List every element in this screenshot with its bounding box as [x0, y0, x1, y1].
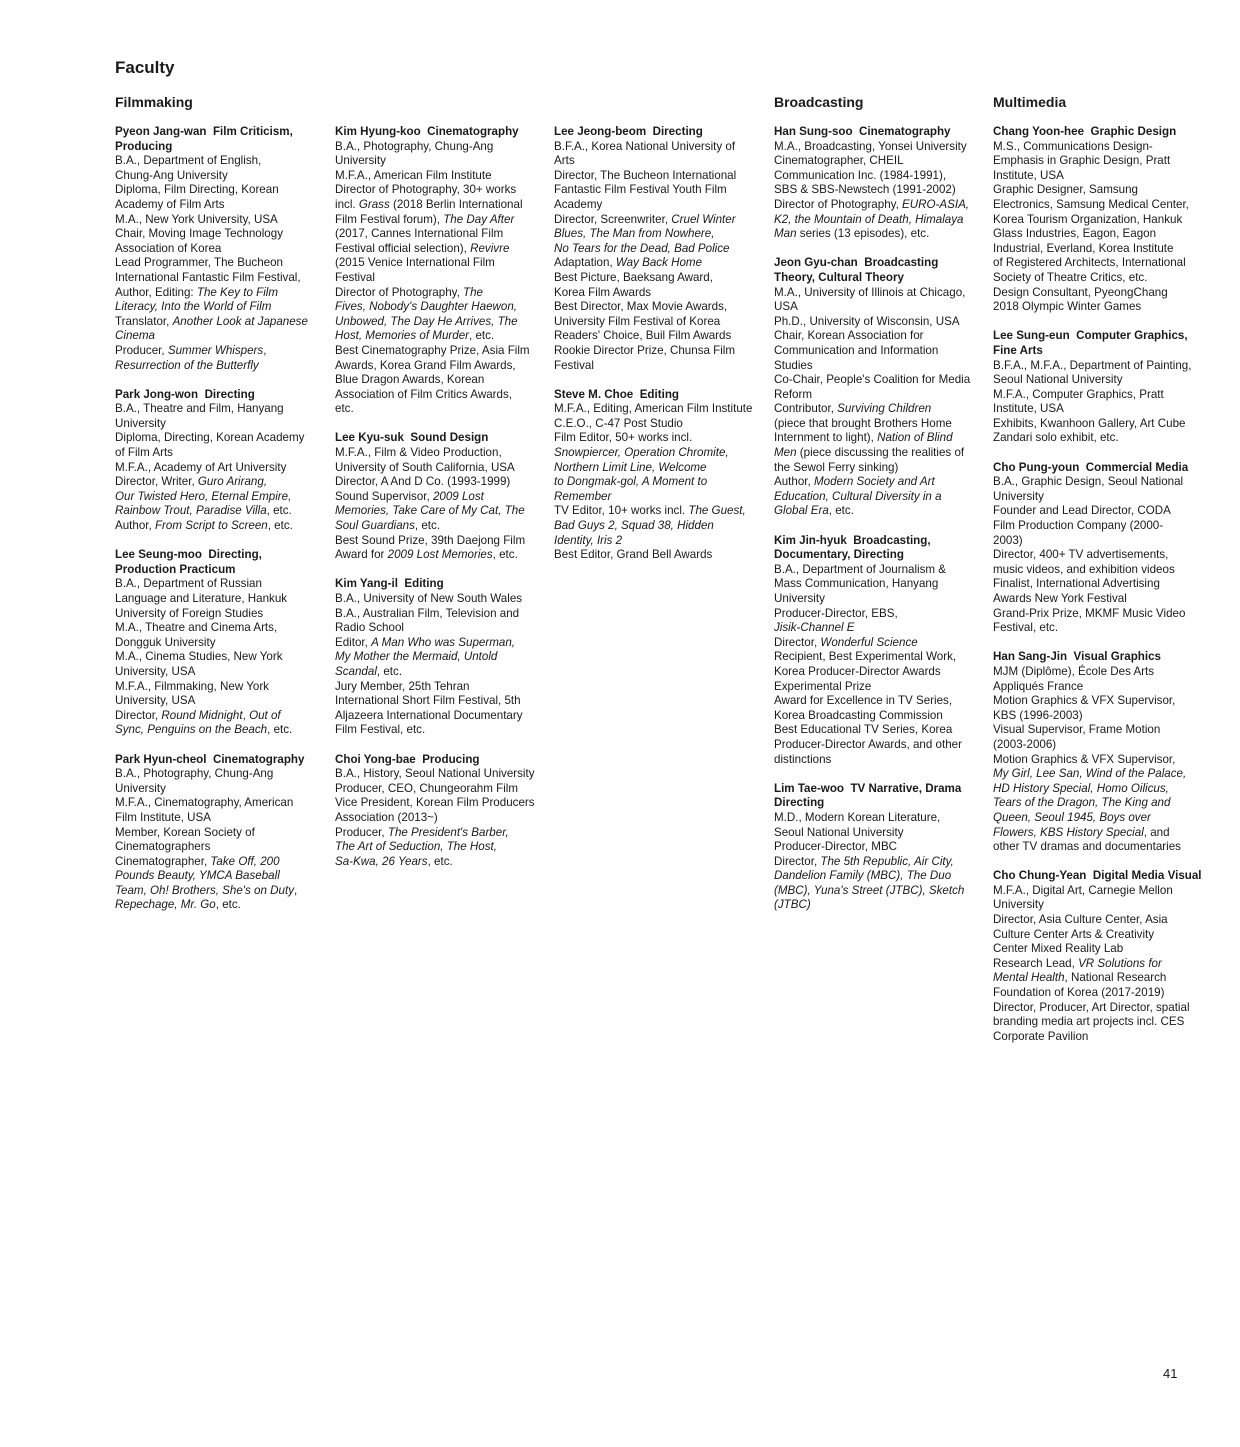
faculty-detail-line: Team, Oh! Brothers, She's on Duty,	[115, 883, 298, 897]
faculty-detail-line: No Tears for the Dead, Bad Police	[554, 241, 730, 255]
faculty-detail-line: B.A., Graphic Design, Seoul National	[993, 475, 1184, 489]
faculty-detail-line: B.F.A., M.F.A., Department of Painting,	[993, 358, 1192, 372]
faculty-detail-line: M.F.A., Academy of Art University	[115, 460, 287, 474]
faculty-detail-line: Electronics, Samsung Medical Center,	[993, 197, 1189, 211]
faculty-detail-line: (2017, Cannes International Film	[335, 227, 504, 241]
faculty-name: Park Hyun-cheol	[115, 752, 207, 766]
faculty-detail-line: Soul Guardians, etc.	[335, 519, 441, 533]
faculty-detail-line: Director, The Bucheon International	[554, 168, 737, 182]
faculty-detail-line: Film Editor, 50+ works incl.	[554, 431, 693, 445]
faculty-role: Directing	[204, 387, 255, 401]
faculty-detail-line: University	[993, 489, 1044, 503]
faculty-detail-line: Sync, Penguins on the Beach, etc.	[115, 723, 293, 737]
faculty-header	[554, 125, 759, 140]
faculty-detail-line: Diploma, Directing, Korean Academy	[115, 431, 305, 445]
faculty-detail-line: Culture Center Arts & Creativity	[993, 927, 1155, 941]
faculty-detail-line: Pounds Beauty, YMCA Baseball	[115, 869, 280, 883]
faculty-detail-line: University	[774, 592, 825, 605]
faculty-role: TV Narrative, Drama Directing	[774, 781, 962, 810]
faculty-detail-line: Visual Supervisor, Frame Motion	[993, 723, 1161, 737]
faculty-column-1	[115, 125, 320, 928]
faculty-detail-line: Korea Film Awards	[554, 285, 652, 299]
faculty-detail-line: Diploma, Film Directing, Korean	[115, 183, 279, 197]
faculty-detail-line: Producer-Director Awards, and other	[774, 737, 962, 751]
faculty-detail-line: Readers' Choice, Buil Film Awards	[554, 329, 732, 343]
faculty-detail-line: My Mother the Mermaid, Untold	[335, 650, 498, 664]
faculty-header	[774, 534, 979, 563]
faculty-detail-line: Rainbow Trout, Paradise Villa, etc.	[115, 504, 292, 518]
faculty-detail-line: Recipient, Best Experimental Work,	[774, 650, 957, 664]
faculty-detail-line: Glass Industries, Eagon, Eagon	[993, 227, 1157, 241]
faculty-detail-line: B.A., Photography, Chung-Ang	[115, 767, 274, 781]
faculty-detail-line: Jisik-Channel E	[774, 621, 855, 635]
faculty-detail-line: University	[993, 898, 1044, 912]
faculty-detail-line: University	[115, 781, 166, 795]
faculty-role: Cinematography	[212, 752, 305, 766]
faculty-header	[774, 125, 979, 140]
faculty-role: Cinematography	[859, 125, 951, 138]
faculty-header	[993, 650, 1203, 665]
faculty-detail-line: Sound Supervisor, 2009 Lost	[335, 489, 484, 503]
faculty-header	[115, 388, 320, 403]
faculty-header	[115, 548, 320, 577]
faculty-entry	[993, 329, 1203, 446]
faculty-detail-line: 2018 Olympic Winter Games	[993, 300, 1142, 314]
faculty-detail-line: Cinematographers	[115, 840, 211, 854]
faculty-entry	[115, 388, 320, 534]
faculty-detail-line: Arts	[554, 154, 575, 168]
faculty-role: Computer Graphics, Fine Arts	[993, 329, 1188, 357]
faculty-detail-line: to Dongmak-gol, A Moment to	[554, 475, 708, 489]
faculty-detail-line: M.F.A., Digital Art, Carnegie Mellon	[993, 883, 1173, 897]
faculty-detail-line: Awards New York Festival	[993, 592, 1127, 605]
faculty-detail-line: Director, Asia Culture Center, Asia	[993, 913, 1168, 927]
faculty-detail-line: Founder and Lead Director, CODA	[993, 504, 1171, 518]
faculty-detail-line: Communication Inc. (1984-1991),	[774, 168, 947, 182]
faculty-detail-line: Motion Graphics & VFX Supervisor,	[993, 752, 1176, 766]
faculty-detail-line: Best Educational TV Series, Korea	[774, 723, 953, 737]
faculty-detail-line: B.A., University of New South Wales	[335, 592, 523, 605]
faculty-header	[993, 329, 1203, 358]
faculty-detail-line: Best Editor, Grand Bell Awards	[554, 548, 713, 562]
faculty-detail-line: M.A., Theatre and Cinema Arts,	[115, 621, 278, 635]
faculty-detail-line: Chair, Moving Image Technology	[115, 227, 283, 241]
faculty-detail-line: Director of Photography, EURO-ASIA,	[774, 197, 970, 211]
faculty-detail-line: Rookie Director Prize, Chunsa Film	[554, 343, 736, 357]
faculty-entry	[115, 548, 320, 738]
faculty-header	[774, 782, 979, 811]
faculty-detail-line: B.A., Department of English,	[115, 154, 262, 168]
faculty-detail-line: M.F.A., Computer Graphics, Pratt	[993, 387, 1164, 401]
faculty-detail-line: Grand-Prix Prize, MKMF Music Video	[993, 606, 1186, 620]
faculty-header	[774, 256, 979, 285]
faculty-role: Directing, Production Practicum	[115, 548, 262, 576]
faculty-detail-line: Director of Photography, The	[335, 285, 484, 299]
faculty-detail-line: Co-Chair, People's Coalition for Media	[774, 373, 971, 387]
faculty-detail-line: Director of Photography, 30+ works	[335, 183, 517, 197]
faculty-detail-line: Director, Wonderful Science	[774, 635, 918, 649]
faculty-detail-line: K2, the Mountain of Death, Himalaya	[774, 212, 964, 226]
faculty-detail-line: Author, Editing: The Key to Film	[115, 285, 279, 299]
faculty-detail-line: Director, Writer, Guro Arirang,	[115, 475, 268, 489]
faculty-detail-line: Association of Korea	[115, 241, 222, 255]
faculty-header	[335, 431, 540, 446]
faculty-detail-line: M.F.A., Filmmaking, New York	[115, 679, 269, 693]
faculty-detail-line: Editor, A Man Who was Superman,	[335, 635, 516, 649]
faculty-detail-line: Film Institute, USA	[115, 810, 211, 824]
faculty-detail-line: Experimental Prize	[774, 679, 872, 693]
faculty-role: Film Criticism, Producing	[115, 125, 293, 153]
faculty-name: Chang Yoon-hee	[993, 125, 1085, 138]
faculty-detail-line: Fives, Nobody's Daughter Haewon,	[335, 300, 518, 314]
faculty-entry	[115, 753, 320, 914]
faculty-detail-line: Mass Communication, Hanyang	[774, 577, 939, 591]
faculty-detail-line: Bad Guys 2, Squad 38, Hidden	[554, 519, 714, 533]
faculty-detail-line: Internment to light), Nation of Blind	[774, 431, 953, 445]
faculty-detail-line: B.F.A., Korea National University of	[554, 139, 736, 153]
faculty-detail-line: M.A., University of Illinois at Chicago,	[774, 285, 966, 299]
faculty-detail-line: M.F.A., Cinematography, American	[115, 796, 294, 810]
faculty-detail-line: Blues, The Man from Nowhere,	[554, 227, 715, 241]
faculty-detail-line: Design Consultant, PyeongChang	[993, 285, 1168, 299]
faculty-header	[554, 388, 759, 403]
faculty-detail-line: Repechage, Mr. Go, etc.	[115, 898, 241, 912]
faculty-detail-line: Adaptation, Way Back Home	[554, 256, 703, 270]
faculty-role: Broadcasting Theory, Cultural Theory	[774, 256, 939, 284]
faculty-detail-line: Chung-Ang University	[115, 168, 228, 182]
faculty-header	[115, 125, 320, 154]
faculty-detail-line: Director, Producer, Art Director, spatial	[993, 1000, 1190, 1014]
faculty-detail-line: B.A., Photography, Chung-Ang	[335, 139, 494, 153]
faculty-detail-line: My Girl, Lee San, Wind of the Palace,	[993, 767, 1187, 781]
faculty-detail-line: HD History Special, Homo Oilicus,	[993, 781, 1169, 795]
faculty-name: Kim Yang-il	[335, 577, 398, 591]
faculty-role: Broadcasting, Documentary, Directing	[774, 533, 931, 562]
faculty-detail-line: Cinema	[115, 329, 155, 343]
faculty-name: Kim Jin-hyuk	[774, 533, 847, 547]
faculty-detail-line: Identity, Iris 2	[554, 533, 623, 547]
faculty-detail-line: University Film Festival of Korea	[554, 314, 721, 328]
faculty-detail-line: MJM (Diplôme), École Des Arts	[993, 664, 1155, 678]
faculty-detail-line: branding media art projects incl. CES	[993, 1015, 1185, 1029]
faculty-column-3	[554, 125, 759, 577]
faculty-detail-line: The Art of Seduction, The Host,	[335, 840, 497, 854]
faculty-role: Visual Graphics	[1073, 650, 1161, 664]
faculty-detail-line: Film Festival forum), The Day After	[335, 212, 515, 226]
faculty-detail-line: SBS & SBS-Newstech (1991-2002)	[774, 183, 956, 197]
faculty-detail-line: University	[335, 154, 386, 168]
faculty-detail-line: Men (piece discussing the realities of	[774, 446, 965, 460]
faculty-detail-line: Producer, CEO, Chungeorahm Film	[335, 781, 518, 795]
faculty-detail-line: Producer, Summer Whispers,	[115, 343, 267, 357]
faculty-detail-line: 2003)	[993, 533, 1023, 547]
faculty-detail-line: International Short Film Festival, 5th	[335, 694, 521, 708]
faculty-detail-line: Fantastic Film Festival Youth Film	[554, 183, 727, 197]
faculty-detail-line: Producer-Director, EBS,	[774, 606, 898, 620]
page-title: Faculty	[115, 58, 175, 77]
faculty-detail-line: Finalist, International Advertising	[993, 577, 1160, 591]
faculty-detail-line: Education, Cultural Diversity in a	[774, 489, 942, 503]
faculty-detail-line: Best Cinematography Prize, Asia Film	[335, 343, 530, 357]
faculty-detail-line: Blue Dragon Awards, Korean	[335, 373, 485, 387]
faculty-detail-line: Cinematographer, Take Off, 200	[115, 854, 280, 868]
faculty-detail-line: M.F.A., Film & Video Production,	[335, 446, 502, 460]
faculty-detail-line: Director, The 5th Republic, Air City,	[774, 854, 954, 868]
faculty-role: Editing	[404, 577, 444, 591]
faculty-role: Producing	[422, 752, 480, 766]
faculty-entry	[335, 431, 540, 562]
faculty-role: Editing	[639, 387, 679, 401]
section-heading-filmmaking: Filmmaking	[115, 94, 193, 110]
faculty-detail-line: Best Director, Max Movie Awards,	[554, 300, 728, 314]
faculty-header	[993, 125, 1203, 140]
faculty-detail-line: Producer, The President's Barber,	[335, 825, 509, 839]
faculty-detail-line: M.A., Cinema Studies, New York	[115, 650, 283, 664]
faculty-detail-line: (2015 Venice International Film	[335, 256, 495, 270]
faculty-detail-line: Korea Tourism Organization, Hankuk	[993, 212, 1183, 226]
faculty-detail-line: Dongguk University	[115, 635, 216, 649]
faculty-detail-line: International Fantastic Film Festival,	[115, 270, 301, 284]
faculty-detail-line: Lead Programmer, The Bucheon	[115, 256, 283, 270]
faculty-role: Graphic Design	[1090, 125, 1177, 138]
faculty-detail-line: Festival official selection), Revivre	[335, 241, 510, 255]
faculty-detail-line: Studies	[774, 358, 813, 372]
faculty-detail-line: Resurrection of the Butterfly	[115, 358, 259, 372]
faculty-name: Steve M. Choe	[554, 387, 634, 401]
faculty-detail-line: Industrial, Everland, Korea Institute	[993, 241, 1174, 255]
faculty-detail-line: Association (2013~)	[335, 810, 438, 824]
faculty-detail-line: Scandal, etc.	[335, 664, 403, 678]
faculty-name: Cho Chung-Yean	[993, 869, 1087, 883]
faculty-detail-line: Festival, etc.	[993, 621, 1059, 635]
faculty-entry	[993, 125, 1203, 315]
faculty-name: Pyeon Jang-wan	[115, 125, 207, 138]
faculty-detail-line: M.S., Communications Design-	[993, 139, 1153, 153]
faculty-detail-line: Award for Excellence in TV Series,	[774, 694, 953, 708]
faculty-detail-line: Cinematographer, CHEIL	[774, 154, 904, 168]
faculty-detail-line: Man series (13 episodes), etc.	[774, 227, 930, 241]
faculty-column-4	[774, 125, 979, 928]
faculty-header	[335, 753, 540, 768]
faculty-detail-line: Chair, Korean Association for	[774, 329, 924, 343]
faculty-name: Kim Hyung-koo	[335, 125, 421, 138]
faculty-detail-line: B.A., Theatre and Film, Hanyang	[115, 402, 284, 416]
faculty-detail-line: University, USA	[115, 694, 196, 708]
faculty-entry	[335, 753, 540, 870]
faculty-detail-line: M.F.A., Editing, American Film Institute	[554, 402, 753, 416]
faculty-detail-line: Film Production Company (2000-	[993, 519, 1164, 533]
faculty-entry	[774, 125, 979, 242]
faculty-detail-line: Emphasis in Graphic Design, Pratt	[993, 154, 1171, 168]
faculty-detail-line: (piece that brought Brothers Home	[774, 416, 952, 430]
faculty-detail-line: University of Foreign Studies	[115, 606, 264, 620]
faculty-detail-line: Society of Theatre Critics, etc.	[993, 270, 1148, 284]
faculty-detail-line: Exhibits, Kwanhoon Gallery, Art Cube	[993, 416, 1186, 430]
faculty-name: Lim Tae-woo	[774, 781, 844, 795]
faculty-name: Lee Sung-eun	[993, 329, 1070, 343]
faculty-detail-line: Vice President, Korean Film Producers	[335, 796, 535, 810]
faculty-detail-line: incl. Grass (2018 Berlin International	[335, 197, 523, 211]
faculty-entry	[993, 461, 1203, 636]
faculty-detail-line: Flowers, KBS History Special, and	[993, 825, 1170, 839]
faculty-detail-line: Festival	[554, 358, 594, 372]
faculty-detail-line: Institute, USA	[993, 402, 1064, 416]
faculty-detail-line: Director, Screenwriter, Cruel Winter	[554, 212, 736, 226]
faculty-detail-line: Academy	[554, 197, 603, 211]
faculty-detail-line: USA	[774, 300, 798, 314]
faculty-detail-line: Film Festival, etc.	[335, 723, 426, 737]
faculty-detail-line: Radio School	[335, 621, 404, 635]
faculty-column-2	[335, 125, 540, 884]
faculty-detail-line: of Film Arts	[115, 446, 173, 460]
faculty-role: Digital Media Visual	[1092, 869, 1202, 883]
faculty-detail-line: Author, Modern Society and Art	[774, 475, 935, 489]
faculty-detail-line: C.E.O., C-47 Post Studio	[554, 416, 683, 430]
section-heading-broadcasting: Broadcasting	[774, 94, 864, 110]
faculty-detail-line: Aljazeera International Documentary	[335, 708, 523, 722]
faculty-detail-line: Mental Health, National Research	[993, 971, 1167, 985]
faculty-detail-line: Author, From Script to Screen, etc.	[115, 519, 293, 533]
faculty-detail-line: Unbowed, The Day He Arrives, The	[335, 314, 518, 328]
faculty-detail-line: (MBC), Yuna's Street (JTBC), Sketch	[774, 883, 965, 897]
faculty-detail-line: etc.	[335, 402, 354, 416]
faculty-detail-line: Seoul National University	[993, 373, 1123, 387]
faculty-detail-line: Director, 400+ TV advertisements,	[993, 548, 1169, 562]
faculty-entry	[335, 125, 540, 417]
faculty-name: Lee Seung-moo	[115, 548, 202, 562]
faculty-detail-line: University, USA	[115, 664, 196, 678]
faculty-detail-line: Literacy, Into the World of Film	[115, 300, 272, 314]
faculty-name: Cho Pung-youn	[993, 460, 1080, 474]
faculty-detail-line: of Registered Architects, International	[993, 256, 1186, 270]
faculty-detail-line: University of South California, USA	[335, 460, 515, 474]
faculty-detail-line: Seoul National University	[774, 825, 904, 839]
faculty-detail-line: University	[115, 416, 166, 430]
faculty-detail-line: Remember	[554, 489, 612, 503]
faculty-detail-line: Center Mixed Reality Lab	[993, 942, 1124, 956]
faculty-detail-line: Queen, Seoul 1945, Boys over	[993, 810, 1151, 824]
faculty-detail-line: M.F.A., American Film Institute	[335, 168, 492, 182]
faculty-name: Lee Jeong-beom	[554, 125, 647, 138]
faculty-header	[335, 125, 540, 140]
faculty-detail-line: B.A., Department of Journalism &	[774, 562, 947, 576]
faculty-header	[993, 461, 1203, 476]
faculty-detail-line: Foundation of Korea (2017-2019)	[993, 986, 1165, 1000]
faculty-entry	[993, 869, 1203, 1044]
faculty-role: Sound Design	[410, 431, 489, 445]
faculty-detail-line: Best Sound Prize, 39th Daejong Film	[335, 533, 526, 547]
faculty-name: Park Jong-won	[115, 387, 199, 401]
faculty-detail-line: Contributor, Surviving Children	[774, 402, 932, 416]
faculty-detail-line: Dandelion Family (MBC), The Duo	[774, 869, 952, 883]
faculty-entry	[774, 782, 979, 913]
faculty-detail-line: (2003-2006)	[993, 737, 1057, 751]
faculty-detail-line: Corporate Pavilion	[993, 1029, 1089, 1043]
faculty-detail-line: Festival	[335, 270, 375, 284]
faculty-header	[993, 869, 1203, 884]
faculty-detail-line: Host, Memories of Murder, etc.	[335, 329, 495, 343]
faculty-detail-line: B.A., Australian Film, Television and	[335, 606, 520, 620]
faculty-detail-line: Global Era, etc.	[774, 504, 854, 518]
faculty-detail-line: Communication and Information	[774, 343, 939, 357]
faculty-detail-line: Northern Limit Line, Welcome	[554, 460, 707, 474]
faculty-detail-line: Our Twisted Hero, Eternal Empire,	[115, 489, 292, 503]
faculty-entry	[993, 650, 1203, 854]
faculty-detail-line: B.A., Department of Russian	[115, 577, 262, 591]
faculty-detail-line: music videos, and exhibition videos	[993, 562, 1175, 576]
faculty-name: Jeon Gyu-chan	[774, 256, 858, 270]
faculty-detail-line: Awards, Korea Grand Film Awards,	[335, 358, 516, 372]
faculty-detail-line: Language and Literature, Hankuk	[115, 592, 288, 605]
faculty-detail-line: Ph.D., University of Wisconsin, USA	[774, 314, 960, 328]
faculty-detail-line: M.A., Broadcasting, Yonsei University	[774, 139, 967, 153]
faculty-detail-line: Motion Graphics & VFX Supervisor,	[993, 694, 1176, 708]
faculty-entry	[774, 534, 979, 768]
faculty-detail-line: Korea Producer-Director Awards	[774, 664, 941, 678]
faculty-detail-line: Institute, USA	[993, 168, 1064, 182]
faculty-detail-line: Best Picture, Baeksang Award,	[554, 270, 713, 284]
faculty-detail-line: Award for 2009 Lost Memories, etc.	[335, 548, 518, 562]
faculty-detail-line: KBS (1996-2003)	[993, 708, 1083, 722]
section-heading-multimedia: Multimedia	[993, 94, 1067, 110]
faculty-detail-line: Tears of the Dragon, The King and	[993, 796, 1171, 810]
faculty-column-5	[993, 125, 1203, 1059]
faculty-name: Lee Kyu-suk	[335, 431, 404, 445]
faculty-detail-line: Graphic Designer, Samsung	[993, 183, 1138, 197]
faculty-detail-line: Director, A And D Co. (1993-1999)	[335, 475, 511, 489]
faculty-detail-line: the Sewol Ferry sinking)	[774, 460, 899, 474]
faculty-header	[335, 577, 540, 592]
faculty-name: Choi Yong-bae	[335, 752, 416, 766]
faculty-detail-line: TV Editor, 10+ works incl. The Guest,	[554, 504, 746, 518]
faculty-detail-line: Reform	[774, 387, 813, 401]
faculty-detail-line: Sa-Kwa, 26 Years, etc.	[335, 854, 453, 868]
faculty-role: Directing	[652, 125, 703, 138]
faculty-detail-line: Member, Korean Society of	[115, 825, 255, 839]
faculty-detail-line: other TV dramas and documentaries	[993, 840, 1181, 854]
faculty-detail-line: M.A., New York University, USA	[115, 212, 278, 226]
faculty-name: Han Sung-soo	[774, 125, 853, 138]
faculty-detail-line: Korea Broadcasting Commission	[774, 708, 943, 722]
faculty-entry	[115, 125, 320, 373]
faculty-detail-line: Academy of Film Arts	[115, 197, 225, 211]
faculty-detail-line: Jury Member, 25th Tehran	[335, 679, 470, 693]
faculty-header	[115, 753, 320, 768]
faculty-detail-line: Research Lead, VR Solutions for	[993, 956, 1162, 970]
faculty-detail-line: Zandari solo exhibit, etc.	[993, 431, 1119, 445]
faculty-detail-line: Association of Film Critics Awards,	[335, 387, 512, 401]
faculty-detail-line: Snowpiercer, Operation Chromite,	[554, 446, 729, 460]
faculty-role: Commercial Media	[1085, 460, 1189, 474]
faculty-detail-line: Appliqués France	[993, 679, 1084, 693]
faculty-detail-line: Memories, Take Care of My Cat, The	[335, 504, 525, 518]
faculty-entry	[554, 125, 759, 373]
page-number: 41	[1163, 1366, 1178, 1381]
faculty-detail-line: B.A., History, Seoul National University	[335, 767, 535, 781]
faculty-detail-line: (JTBC)	[774, 898, 811, 912]
faculty-detail-line: Director, Round Midnight, Out of	[115, 708, 281, 722]
faculty-name: Han Sang-Jin	[993, 650, 1068, 664]
faculty-detail-line: Translator, Another Look at Japanese	[115, 314, 308, 328]
faculty-detail-line: Producer-Director, MBC	[774, 840, 898, 854]
faculty-detail-line: distinctions	[774, 752, 832, 766]
faculty-entry	[335, 577, 540, 738]
faculty-entry	[554, 388, 759, 563]
faculty-detail-line: M.D., Modern Korean Literature,	[774, 810, 941, 824]
faculty-entry	[774, 256, 979, 519]
faculty-role: Cinematography	[427, 125, 519, 138]
